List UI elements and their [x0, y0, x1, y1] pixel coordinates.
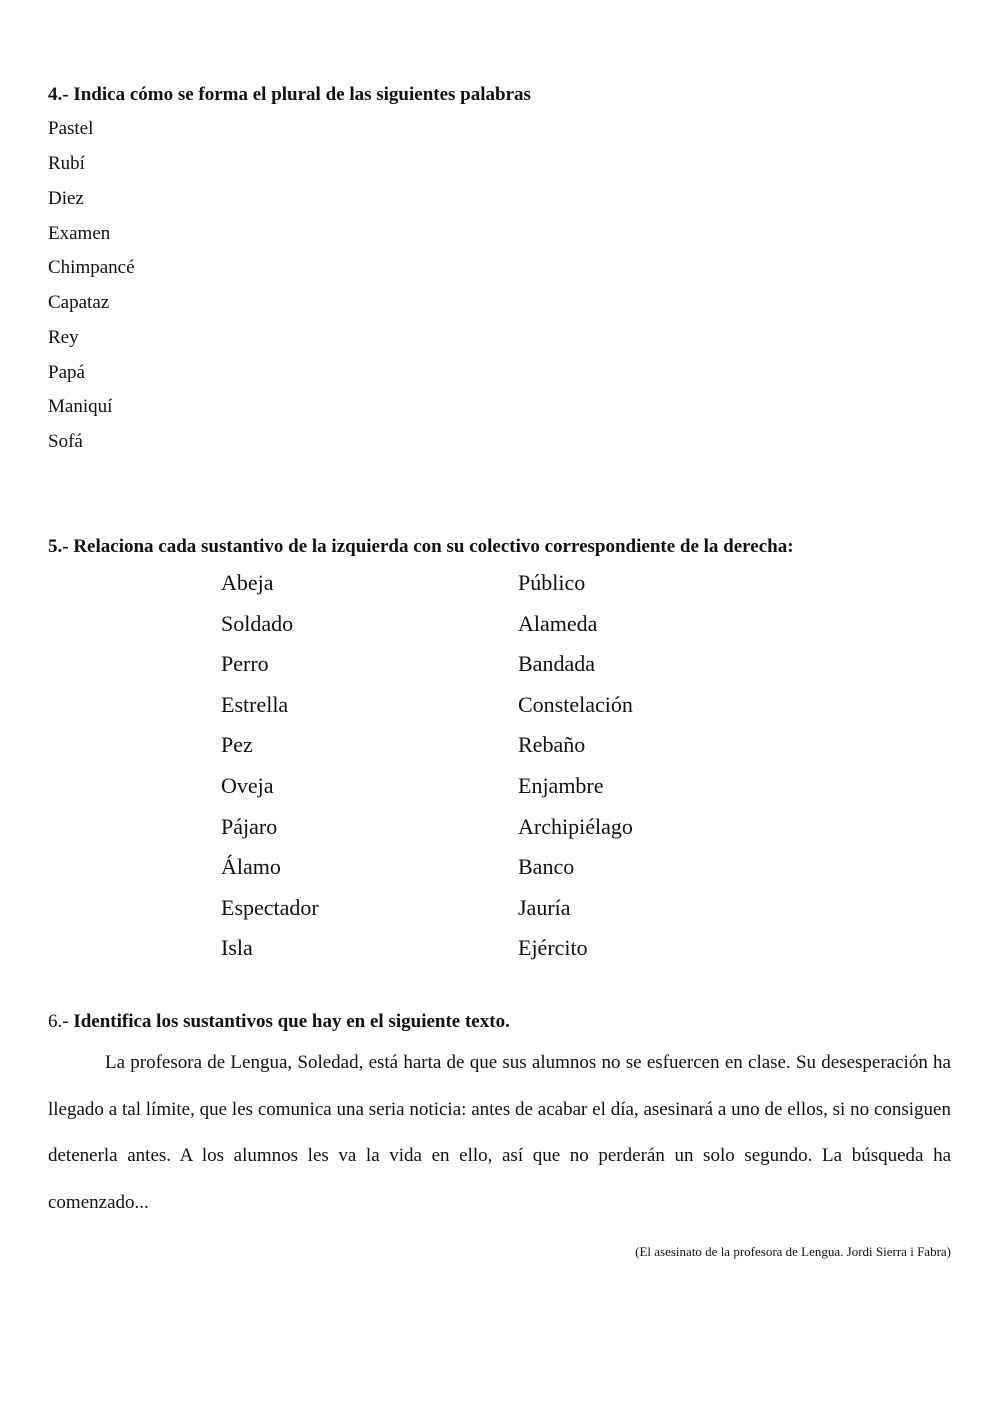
- collective-item: Alameda: [518, 611, 598, 636]
- noun-item: Álamo: [221, 854, 281, 879]
- collective-item: Archipiélago: [518, 814, 633, 839]
- noun-item: Isla: [221, 935, 253, 960]
- plural-word: Rubí: [48, 153, 85, 174]
- noun-item: Espectador: [221, 895, 319, 920]
- section-5-heading: [48, 536, 794, 558]
- noun-item: Perro: [221, 651, 269, 676]
- plural-word: Rey: [48, 327, 79, 348]
- section-5-title: Relaciona cada sustantivo de la izquierda con su colectivo correspondiente de la derecha:: [73, 536, 794, 557]
- plural-word: Maniquí: [48, 396, 113, 417]
- section-4-number: 4.-: [48, 84, 69, 105]
- section-5-number: 5.-: [48, 536, 69, 557]
- plural-word: Capataz: [48, 292, 110, 313]
- plural-word: Diez: [48, 188, 84, 209]
- section-4-heading: [48, 84, 531, 106]
- section-6-heading: [48, 1011, 510, 1033]
- collective-item: Enjambre: [518, 773, 604, 798]
- section-6-title: Identifica los sustantivos que hay en el siguiente texto.: [73, 1011, 510, 1032]
- collective-item: Constelación: [518, 692, 633, 717]
- plural-word: Examen: [48, 223, 111, 244]
- noun-item: Oveja: [221, 773, 274, 798]
- reading-passage: La profesora de Lengua, Soledad, está harta de que sus alumnos no se esfuercen en clase. Su desesperación ha llegado a tal límite, que les comunica una seria noticia: antes de acabar el día, asesinará a uno de ellos, si no consiguen detenerla antes. A los alumnos les va la vida en ello, así que no perderán un solo segundo. La búsqueda ha comenzado...: [48, 1052, 951, 1213]
- plural-word: Pastel: [48, 118, 94, 139]
- collective-item: Rebaño: [518, 732, 586, 757]
- citation: (El asesinato de la profesora de Lengua. Jordi Sierra i Fabra): [635, 1244, 951, 1259]
- noun-item: Pez: [221, 732, 253, 757]
- noun-item: Soldado: [221, 611, 294, 636]
- collective-item: Jauría: [518, 895, 571, 920]
- collective-item: Banco: [518, 854, 575, 879]
- noun-item: Pájaro: [221, 814, 278, 839]
- noun-item: Estrella: [221, 692, 289, 717]
- noun-item: Abeja: [221, 570, 274, 595]
- collective-item: Bandada: [518, 651, 595, 676]
- section-4-title: Indica cómo se forma el plural de las siguientes palabras: [73, 84, 531, 105]
- collective-item: Ejército: [518, 935, 588, 960]
- collective-item: Público: [518, 570, 586, 595]
- plural-word: Chimpancé: [48, 257, 135, 278]
- section-6-number: 6.-: [48, 1011, 69, 1032]
- plural-word: Sofá: [48, 431, 83, 452]
- plural-word: Papá: [48, 362, 85, 383]
